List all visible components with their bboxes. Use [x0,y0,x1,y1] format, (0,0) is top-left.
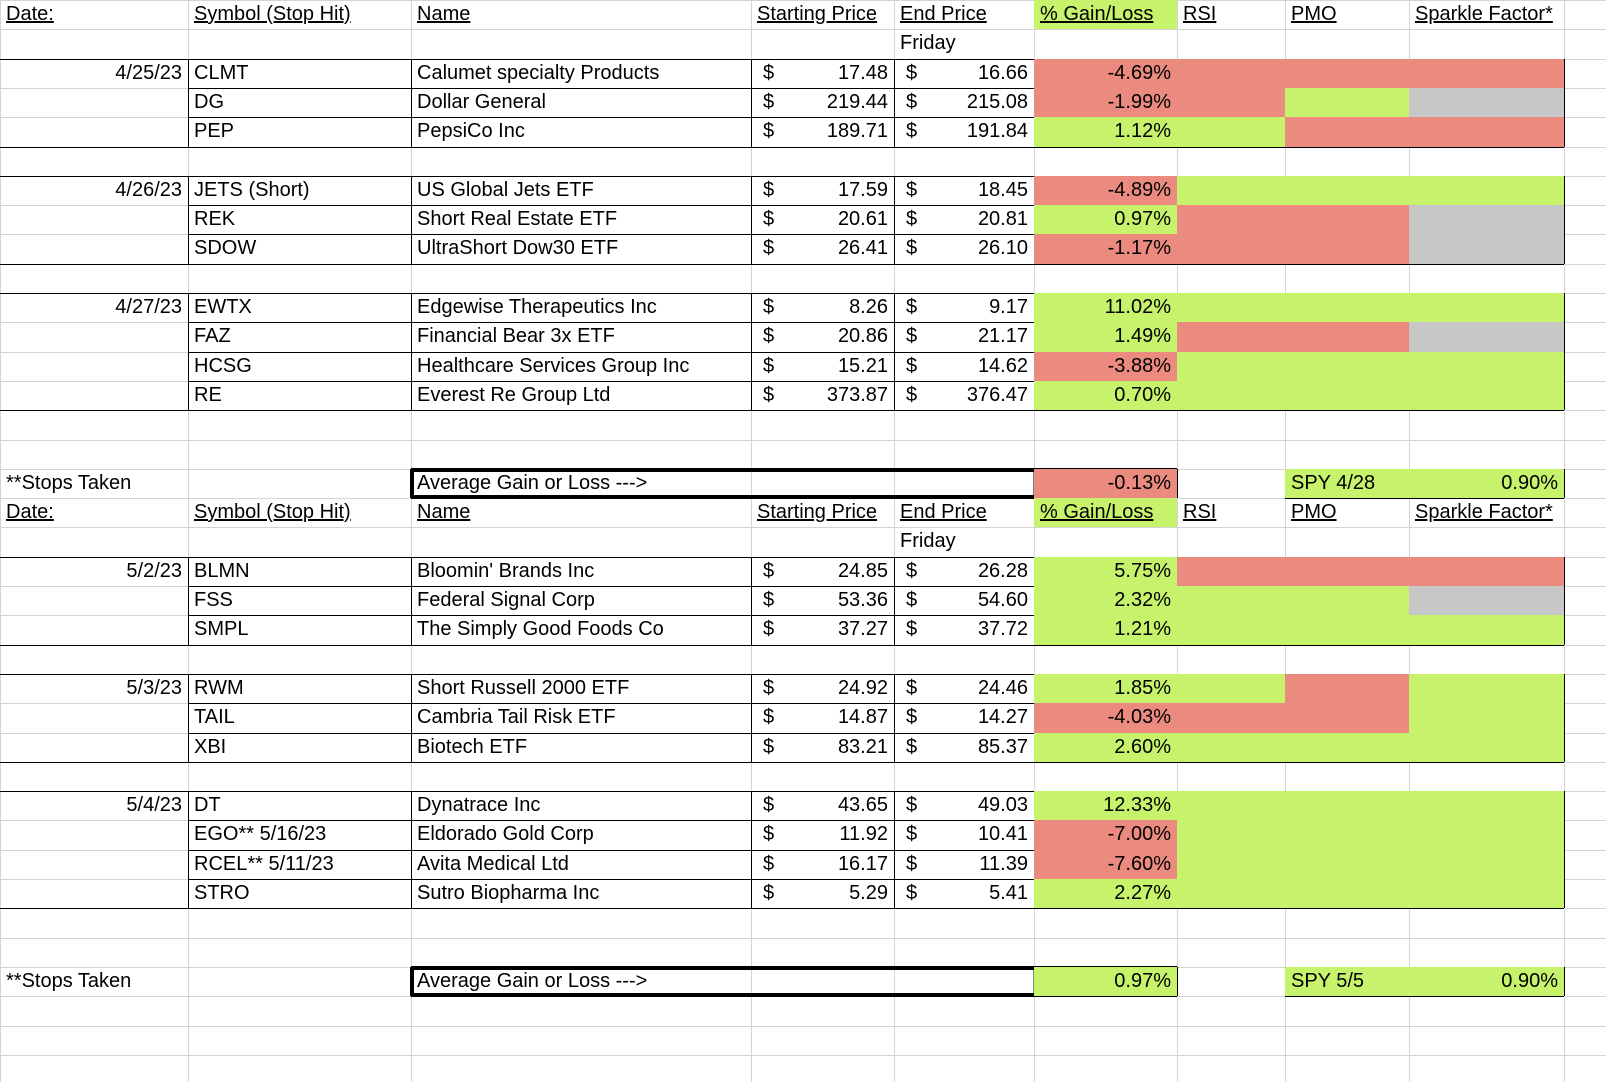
name-cell[interactable]: Federal Signal Corp [417,589,595,611]
header-rsi[interactable]: RSI [1183,501,1217,523]
gain-loss-cell[interactable]: 0.70% [1034,381,1177,410]
rsi-indicator-cell[interactable] [1177,234,1285,264]
end-price-cell[interactable]: 85.37 [977,736,1028,758]
currency-symbol: $ [906,179,918,201]
symbol-cell[interactable]: TAIL [194,706,235,728]
name-cell[interactable]: Cambria Tail Risk ETF [417,706,616,728]
header-date[interactable]: Date: [6,3,54,25]
header-sparkle[interactable]: Sparkle Factor* [1415,3,1553,25]
header-gain[interactable]: % Gain/Loss [1034,498,1177,527]
currency-symbol: $ [763,736,775,758]
currency-symbol: $ [906,237,918,259]
header-name[interactable]: Name [417,501,471,523]
currency-symbol: $ [763,296,775,318]
rsi-indicator-cell[interactable] [1177,293,1285,322]
start-price-cell[interactable]: 43.65 [837,794,888,816]
header-date[interactable]: Date: [6,501,54,523]
pmo-indicator-cell[interactable] [1285,59,1409,88]
name-cell[interactable]: Healthcare Services Group Inc [417,355,690,377]
pmo-indicator-cell[interactable] [1285,322,1409,352]
pmo-indicator-cell[interactable] [1285,381,1409,410]
gain-loss-cell[interactable]: -4.69% [1034,59,1177,88]
currency-symbol: $ [906,355,918,377]
currency-symbol: $ [763,179,775,201]
date-cell[interactable]: 5/2/23 [126,560,182,582]
subheader-friday[interactable]: Friday [900,530,956,552]
end-price-cell[interactable]: 37.72 [977,618,1028,640]
currency-symbol: $ [763,589,775,611]
rsi-indicator-cell[interactable] [1177,59,1285,88]
sparkle-factor-cell[interactable] [1409,791,1564,820]
symbol-cell[interactable]: HCSG [194,355,252,377]
header-end[interactable]: End Price [900,3,987,25]
sparkle-factor-cell[interactable] [1409,88,1564,117]
symbol-cell[interactable]: FAZ [194,325,231,347]
name-cell[interactable]: Calumet specialty Products [417,62,660,84]
end-price-cell[interactable]: 10.41 [977,823,1028,845]
symbol-cell[interactable]: REK [194,208,236,230]
name-cell[interactable]: PepsiCo Inc [417,120,525,142]
rsi-indicator-cell[interactable] [1177,615,1285,645]
name-cell[interactable]: US Global Jets ETF [417,179,594,201]
name-cell[interactable]: Dynatrace Inc [417,794,541,816]
gain-loss-cell[interactable]: -7.00% [1034,820,1177,850]
gain-loss-cell[interactable]: 2.27% [1034,879,1177,908]
currency-symbol: $ [763,91,775,113]
gain-loss-cell[interactable]: -1.17% [1034,234,1177,264]
sparkle-factor-cell[interactable] [1409,59,1564,88]
start-price-cell[interactable]: 8.26 [849,296,888,318]
end-price-cell[interactable]: 21.17 [977,325,1028,347]
symbol-cell[interactable]: SMPL [194,618,249,640]
symbol-cell[interactable]: DT [194,794,221,816]
header-sparkle[interactable]: Sparkle Factor* [1415,501,1553,523]
sparkle-factor-cell[interactable] [1409,586,1564,615]
header-symbol[interactable]: Symbol (Stop Hit) [194,501,351,523]
start-price-cell[interactable]: 15.21 [837,355,888,377]
sparkle-factor-cell[interactable] [1409,293,1564,322]
sparkle-factor-cell[interactable] [1409,234,1564,264]
symbol-cell[interactable]: BLMN [194,560,250,582]
start-price-cell[interactable]: 53.36 [837,589,888,611]
currency-symbol: $ [763,794,775,816]
currency-symbol: $ [763,62,775,84]
pmo-indicator-cell[interactable] [1285,176,1409,205]
currency-symbol: $ [906,62,918,84]
symbol-cell[interactable]: RWM [194,677,244,699]
start-price-cell[interactable]: 24.85 [837,560,888,582]
sparkle-factor-cell[interactable] [1409,557,1564,586]
start-price-cell[interactable]: 37.27 [837,618,888,640]
pmo-indicator-cell[interactable] [1285,703,1409,733]
start-price-cell[interactable]: 189.71 [826,120,888,142]
currency-symbol: $ [763,882,775,904]
pmo-indicator-cell[interactable] [1285,352,1409,381]
header-start[interactable]: Starting Price [757,3,878,25]
average-gain-loss-value[interactable]: -0.13% [1034,469,1177,498]
end-price-cell[interactable]: 54.60 [977,589,1028,611]
sparkle-factor-cell[interactable] [1409,879,1564,908]
currency-symbol: $ [906,823,918,845]
pmo-indicator-cell[interactable] [1285,293,1409,322]
sparkle-factor-cell[interactable] [1409,205,1564,234]
rsi-indicator-cell[interactable] [1177,352,1285,381]
sparkle-factor-cell[interactable] [1409,615,1564,645]
currency-symbol: $ [906,560,918,582]
currency-symbol: $ [906,882,918,904]
end-price-cell[interactable]: 14.62 [977,355,1028,377]
name-cell[interactable]: Dollar General [417,91,546,113]
spy-label[interactable]: SPY 5/5 [1285,967,1409,996]
gain-loss-cell[interactable]: -4.89% [1034,176,1177,205]
start-price-cell[interactable]: 219.44 [826,91,888,113]
rsi-indicator-cell[interactable] [1177,879,1285,908]
name-cell[interactable]: Everest Re Group Ltd [417,384,611,406]
subheader-friday[interactable]: Friday [900,32,956,54]
sparkle-factor-cell[interactable] [1409,176,1564,205]
rsi-indicator-cell[interactable] [1177,733,1285,762]
name-cell[interactable]: Sutro Biopharma Inc [417,882,600,904]
end-price-cell[interactable]: 20.81 [977,208,1028,230]
name-cell[interactable]: Short Russell 2000 ETF [417,677,630,699]
start-price-cell[interactable]: 20.86 [837,325,888,347]
end-price-cell[interactable]: 11.39 [979,853,1028,875]
currency-symbol: $ [906,120,918,142]
name-cell[interactable]: Edgewise Therapeutics Inc [417,296,657,318]
symbol-cell[interactable]: DG [194,91,224,113]
name-cell[interactable]: Financial Bear 3x ETF [417,325,615,347]
date-cell[interactable]: 4/26/23 [115,179,182,201]
currency-symbol: $ [763,560,775,582]
currency-symbol: $ [906,677,918,699]
gain-loss-cell[interactable]: 0.97% [1034,205,1177,234]
rsi-indicator-cell[interactable] [1177,88,1285,117]
rsi-indicator-cell[interactable] [1177,850,1285,879]
header-rsi[interactable]: RSI [1183,3,1217,25]
rsi-indicator-cell[interactable] [1177,674,1285,703]
pmo-indicator-cell[interactable] [1285,850,1409,879]
spy-value[interactable]: 0.90% [1409,469,1564,498]
currency-symbol: $ [763,853,775,875]
pmo-indicator-cell[interactable] [1285,586,1409,615]
currency-symbol: $ [906,208,918,230]
currency-symbol: $ [763,208,775,230]
sparkle-factor-cell[interactable] [1409,733,1564,762]
end-price-cell[interactable]: 18.45 [977,179,1028,201]
date-cell[interactable]: 5/4/23 [126,794,182,816]
start-price-cell[interactable]: 26.41 [837,237,888,259]
gain-loss-cell[interactable]: 1.49% [1034,322,1177,352]
header-gain[interactable]: % Gain/Loss [1034,0,1177,29]
gain-loss-cell[interactable]: 1.85% [1034,674,1177,703]
end-price-cell[interactable]: 16.66 [977,62,1028,84]
end-price-cell[interactable]: 5.41 [989,882,1028,904]
gain-loss-cell[interactable]: 12.33% [1034,791,1177,820]
end-price-cell[interactable]: 26.28 [977,560,1028,582]
currency-symbol: $ [906,618,918,640]
symbol-cell[interactable]: CLMT [194,62,249,84]
pmo-indicator-cell[interactable] [1285,791,1409,820]
gain-loss-cell[interactable]: 11.02% [1034,293,1177,322]
currency-symbol: $ [763,618,775,640]
end-price-cell[interactable]: 26.10 [977,237,1028,259]
header-symbol[interactable]: Symbol (Stop Hit) [194,3,351,25]
end-price-cell[interactable]: 376.47 [966,384,1028,406]
pmo-indicator-cell[interactable] [1285,205,1409,234]
average-gain-loss-label[interactable]: Average Gain or Loss ---> [417,472,648,494]
symbol-cell[interactable]: EGO** 5/16/23 [194,823,327,845]
name-cell[interactable]: The Simply Good Foods Co [417,618,664,640]
date-cell[interactable]: 4/25/23 [115,62,182,84]
sparkle-factor-cell[interactable] [1409,703,1564,733]
pmo-indicator-cell[interactable] [1285,820,1409,850]
currency-symbol: $ [763,325,775,347]
rsi-indicator-cell[interactable] [1177,557,1285,586]
gain-loss-cell[interactable]: 1.21% [1034,615,1177,645]
currency-symbol: $ [906,853,918,875]
currency-symbol: $ [906,706,918,728]
rsi-indicator-cell[interactable] [1177,381,1285,410]
symbol-cell[interactable]: XBI [194,736,227,758]
start-price-cell[interactable]: 83.21 [837,736,888,758]
name-cell[interactable]: Biotech ETF [417,736,528,758]
end-price-cell[interactable]: 24.46 [977,677,1028,699]
gain-loss-cell[interactable]: 2.32% [1034,586,1177,615]
pmo-indicator-cell[interactable] [1285,117,1409,147]
symbol-cell[interactable]: SDOW [194,237,257,259]
header-end[interactable]: End Price [900,501,987,523]
currency-symbol: $ [763,384,775,406]
currency-symbol: $ [763,706,775,728]
start-price-cell[interactable]: 20.61 [837,208,888,230]
sparkle-factor-cell[interactable] [1409,352,1564,381]
currency-symbol: $ [763,823,775,845]
header-name[interactable]: Name [417,3,471,25]
rsi-indicator-cell[interactable] [1177,820,1285,850]
start-price-cell[interactable]: 5.29 [849,882,888,904]
spy-value[interactable]: 0.90% [1409,967,1564,996]
currency-symbol: $ [906,736,918,758]
end-price-cell[interactable]: 191.84 [966,120,1028,142]
name-cell[interactable]: Eldorado Gold Corp [417,823,594,845]
currency-symbol: $ [763,677,775,699]
average-gain-loss-value[interactable]: 0.97% [1034,967,1177,996]
pmo-indicator-cell[interactable] [1285,615,1409,645]
symbol-cell[interactable]: FSS [194,589,233,611]
rsi-indicator-cell[interactable] [1177,205,1285,234]
gain-loss-cell[interactable]: 5.75% [1034,557,1177,586]
gain-loss-cell[interactable]: -3.88% [1034,352,1177,381]
sparkle-factor-cell[interactable] [1409,674,1564,703]
currency-symbol: $ [906,384,918,406]
start-price-cell[interactable]: 24.92 [837,677,888,699]
sparkle-factor-cell[interactable] [1409,820,1564,850]
start-price-cell[interactable]: 373.87 [826,384,888,406]
start-price-cell[interactable]: 17.59 [837,179,888,201]
pmo-indicator-cell[interactable] [1285,88,1409,117]
header-pmo[interactable]: PMO [1291,3,1337,25]
end-price-cell[interactable]: 49.03 [977,794,1028,816]
sparkle-factor-cell[interactable] [1409,381,1564,410]
sparkle-factor-cell[interactable] [1409,322,1564,352]
rsi-indicator-cell[interactable] [1177,791,1285,820]
currency-symbol: $ [906,91,918,113]
gain-loss-cell[interactable]: 2.60% [1034,733,1177,762]
rsi-indicator-cell[interactable] [1177,703,1285,733]
name-cell[interactable]: Bloomin' Brands Inc [417,560,595,582]
header-start[interactable]: Starting Price [757,501,878,523]
symbol-cell[interactable]: JETS (Short) [194,179,310,201]
spy-label[interactable]: SPY 4/28 [1285,469,1409,498]
currency-symbol: $ [763,120,775,142]
currency-symbol: $ [906,325,918,347]
date-cell[interactable]: 5/3/23 [126,677,182,699]
pmo-indicator-cell[interactable] [1285,557,1409,586]
rsi-indicator-cell[interactable] [1177,176,1285,205]
gain-loss-cell[interactable]: -1.99% [1034,88,1177,117]
end-price-cell[interactable]: 14.27 [977,706,1028,728]
currency-symbol: $ [906,296,918,318]
symbol-cell[interactable]: EWTX [194,296,252,318]
currency-symbol: $ [763,355,775,377]
end-price-cell[interactable]: 9.17 [989,296,1028,318]
gain-loss-cell[interactable]: -7.60% [1034,850,1177,879]
header-pmo[interactable]: PMO [1291,501,1337,523]
rsi-indicator-cell[interactable] [1177,586,1285,615]
start-price-cell[interactable]: 11.92 [839,823,888,845]
gain-loss-cell[interactable]: -4.03% [1034,703,1177,733]
start-price-cell[interactable]: 17.48 [837,62,888,84]
rsi-indicator-cell[interactable] [1177,117,1285,147]
name-cell[interactable]: UltraShort Dow30 ETF [417,237,619,259]
symbol-cell[interactable]: RCEL** 5/11/23 [194,853,334,875]
symbol-cell[interactable]: STRO [194,882,250,904]
start-price-cell[interactable]: 16.17 [837,853,888,875]
currency-symbol: $ [906,589,918,611]
end-price-cell[interactable]: 215.08 [966,91,1028,113]
stops-taken-label[interactable]: **Stops Taken [6,472,132,494]
sparkle-factor-cell[interactable] [1409,117,1564,147]
average-gain-loss-label[interactable]: Average Gain or Loss ---> [417,970,648,992]
date-cell[interactable]: 4/27/23 [115,296,182,318]
name-cell[interactable]: Avita Medical Ltd [417,853,569,875]
pmo-indicator-cell[interactable] [1285,733,1409,762]
pmo-indicator-cell[interactable] [1285,674,1409,703]
currency-symbol: $ [763,237,775,259]
pmo-indicator-cell[interactable] [1285,879,1409,908]
symbol-cell[interactable]: PEP [194,120,235,142]
name-cell[interactable]: Short Real Estate ETF [417,208,618,230]
sparkle-factor-cell[interactable] [1409,850,1564,879]
start-price-cell[interactable]: 14.87 [837,706,888,728]
rsi-indicator-cell[interactable] [1177,322,1285,352]
pmo-indicator-cell[interactable] [1285,234,1409,264]
symbol-cell[interactable]: RE [194,384,222,406]
currency-symbol: $ [906,794,918,816]
stops-taken-label[interactable]: **Stops Taken [6,970,132,992]
gain-loss-cell[interactable]: 1.12% [1034,117,1177,147]
